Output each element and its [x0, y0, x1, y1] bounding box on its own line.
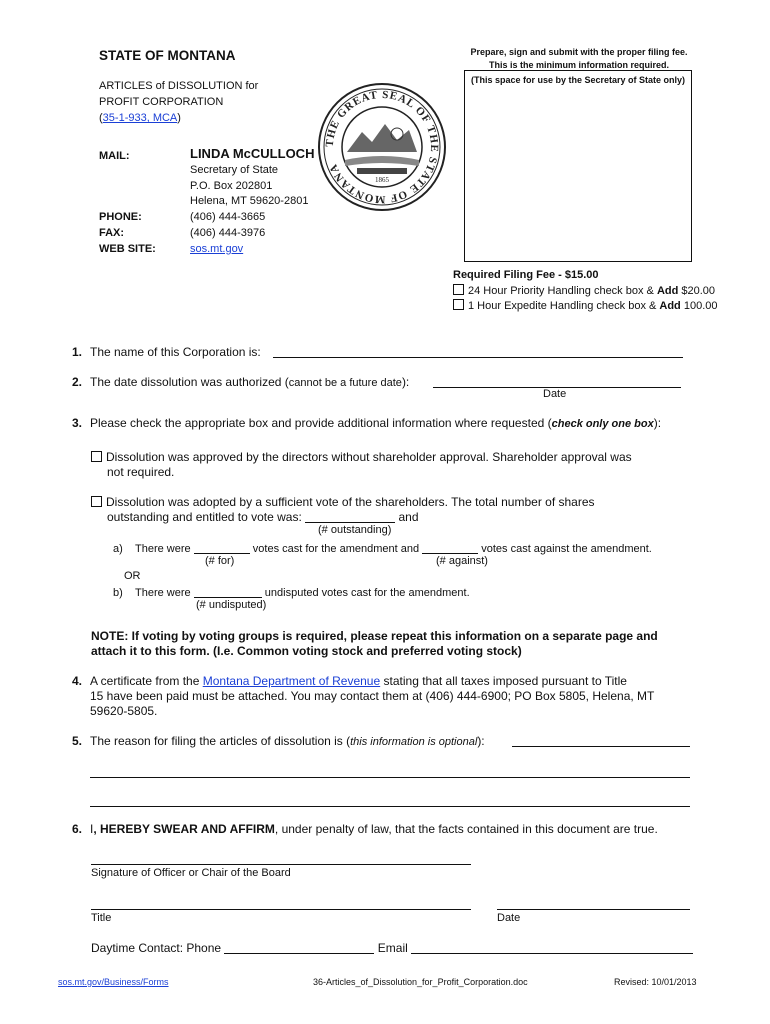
- sub-a-text-3: votes cast against the amendment.: [481, 543, 652, 555]
- sub-a-text-2: votes cast for the amendment and: [252, 543, 420, 555]
- votes-for-field[interactable]: [194, 541, 250, 554]
- priority-checkbox[interactable]: [453, 284, 464, 295]
- contact-phone-field[interactable]: [224, 941, 374, 954]
- state-title: STATE OF MONTANA: [99, 48, 236, 63]
- question-2: [72, 375, 409, 389]
- option-shareholders: [91, 495, 595, 509]
- seal-ring-text: THE GREAT SEAL OF THE STATE OF MONTANA: [323, 88, 441, 206]
- question-4: [72, 674, 627, 688]
- q4-text-b: stating that all taxes imposed pursuant to Title: [380, 674, 627, 688]
- doc-title-line1: ARTICLES of DISSOLUTION for: [99, 80, 259, 92]
- reason-field-3[interactable]: [90, 806, 690, 807]
- expedite-amount: 100.00: [680, 300, 718, 312]
- votes-against-field[interactable]: [422, 541, 478, 554]
- website-label: WEB SITE:: [99, 243, 156, 255]
- outstanding-prompt: outstanding and entitled to vote was:: [107, 510, 302, 524]
- prepare-note-2: This is the minimum information required.: [488, 60, 670, 70]
- q6-number: 6.: [72, 822, 83, 836]
- po-box: P.O. Box 202801: [190, 180, 273, 192]
- doc-title-line2: PROFIT CORPORATION: [99, 96, 224, 108]
- sub-b-text-1: There were: [135, 587, 191, 599]
- footer-forms-link[interactable]: sos.mt.gov/Business/Forms: [58, 977, 169, 987]
- sos-use-label: (This space for use by the Secretary of State only): [470, 75, 686, 85]
- q4-line-2: 15 have been paid must be attached. You may contact them at (406) 444-6900; PO Box 5805, Helena, MT: [90, 689, 655, 703]
- secretary-name: LINDA McCULLOCH: [190, 146, 315, 161]
- phone-value: (406) 444-3665: [190, 211, 266, 223]
- sub-a-text-1: There were: [135, 543, 191, 555]
- directors-text-1: Dissolution was approved by the directors without shareholder approval. Shareholder approval was: [106, 450, 632, 464]
- sign-date-field[interactable]: [497, 909, 690, 910]
- sub-b-label: b): [113, 587, 123, 599]
- shareholders-text-1: Dissolution was adopted by a sufficient vote of the shareholders. The total number of shares: [106, 495, 595, 509]
- priority-amount: $20.00: [678, 285, 716, 297]
- signature-caption: Signature of Officer or Chair of the Board: [91, 867, 291, 879]
- q2-text: The date dissolution was authorized (: [90, 375, 289, 389]
- reason-field-2[interactable]: [90, 777, 690, 778]
- and-word: and: [398, 510, 419, 524]
- q1-text: The name of this Corporation is:: [90, 345, 261, 359]
- q6-i: I: [90, 822, 94, 836]
- q2-number: 2.: [72, 375, 83, 389]
- expedite-option: [453, 299, 717, 312]
- priority-text: 24 Hour Priority Handling check box &: [468, 285, 657, 297]
- q3-text: Please check the appropriate box and provide additional information where requested (: [90, 416, 552, 430]
- required-fee: Required Filing Fee - $15.00: [453, 269, 599, 281]
- mail-label: MAIL:: [99, 150, 130, 162]
- priority-add: Add: [656, 285, 679, 297]
- expedite-add: Add: [659, 300, 681, 312]
- q3-close: ):: [653, 416, 662, 430]
- date-caption: Date: [543, 388, 567, 400]
- fax-value: (406) 444-3976: [190, 227, 266, 239]
- shareholders-checkbox[interactable]: [91, 496, 102, 507]
- against-caption: (# against): [436, 555, 488, 567]
- statute-ref: (35-1-933, MCA): [99, 112, 181, 124]
- sub-option-a: [113, 541, 652, 555]
- question-6: [72, 822, 658, 836]
- note-line-1: NOTE: If voting by voting groups is required, please repeat this information on a separate page and: [91, 629, 658, 643]
- or-label: OR: [124, 570, 141, 582]
- q6-swear: , HEREBY SWEAR AND AFFIRM: [93, 822, 275, 836]
- directors-text-2: not required.: [107, 465, 175, 479]
- footer-filename: 36-Articles_of_Dissolution_for_Profit_Corporation.doc: [313, 977, 528, 987]
- sub-b-text-2: undisputed votes cast for the amendment.: [264, 587, 470, 599]
- expedite-checkbox[interactable]: [453, 299, 464, 310]
- seal-year: 1865: [375, 176, 389, 184]
- city-address: Helena, MT 59620-2801: [190, 195, 309, 207]
- secretary-title: Secretary of State: [190, 164, 279, 176]
- title-caption: Title: [91, 912, 112, 924]
- q2-note: cannot be a future date: [288, 377, 402, 389]
- question-3: [72, 416, 661, 430]
- q4-line-3: 59620-5805.: [90, 704, 158, 718]
- q6-text: , under penalty of law, that the facts contained in this document are true.: [274, 822, 658, 836]
- contact-email-label: Email: [377, 941, 408, 955]
- q4-text-a: A certificate from the: [90, 674, 203, 688]
- contact-phone-label: Daytime Contact: Phone: [91, 941, 222, 955]
- sos-use-box: [464, 70, 692, 262]
- question-1: [72, 345, 261, 359]
- signature-field[interactable]: [91, 864, 471, 865]
- reason-field-1[interactable]: [512, 746, 690, 747]
- q3-note: check only one box: [551, 418, 654, 430]
- website-link[interactable]: sos.mt.gov: [190, 243, 244, 255]
- directors-checkbox[interactable]: [91, 451, 102, 462]
- title-field[interactable]: [91, 909, 471, 910]
- sub-a-label: a): [113, 543, 123, 555]
- option-directors: [91, 450, 632, 464]
- undisputed-caption: (# undisputed): [196, 599, 267, 611]
- daytime-contact: [91, 941, 693, 955]
- note-line-2: attach it to this form. (I.e. Common voting stock and preferred voting stock): [91, 644, 522, 658]
- contact-email-field[interactable]: [411, 941, 693, 954]
- phone-label: PHONE:: [99, 211, 142, 223]
- question-5: [72, 734, 485, 748]
- for-caption: (# for): [205, 555, 235, 567]
- prepare-note-1: Prepare, sign and submit with the proper filing fee.: [470, 47, 688, 57]
- revenue-dept-link[interactable]: Montana Department of Revenue: [202, 674, 381, 688]
- q5-text: The reason for filing the articles of dissolution is (: [90, 734, 351, 748]
- q3-number: 3.: [72, 416, 83, 430]
- expedite-text: 1 Hour Expedite Handling check box &: [468, 300, 660, 312]
- montana-seal-image: [317, 82, 447, 212]
- outstanding-field[interactable]: [305, 510, 395, 523]
- fax-label: FAX:: [99, 227, 125, 239]
- q1-number: 1.: [72, 345, 83, 359]
- q5-note: this information is optional: [350, 736, 478, 748]
- sign-date-caption: Date: [497, 912, 521, 924]
- q4-number: 4.: [72, 674, 83, 688]
- sub-option-b: [113, 585, 470, 599]
- q5-number: 5.: [72, 734, 83, 748]
- footer-revised: Revised: 10/01/2013: [614, 977, 697, 987]
- shareholders-text-2: [107, 510, 419, 524]
- q2-close: ):: [401, 375, 410, 389]
- outstanding-caption: (# outstanding): [318, 524, 392, 536]
- corporation-name-field[interactable]: [273, 357, 683, 358]
- q5-close: ):: [477, 734, 485, 748]
- statute-link[interactable]: 35-1-933, MCA: [102, 112, 178, 124]
- undisputed-field[interactable]: [194, 585, 262, 598]
- priority-option: [453, 284, 715, 297]
